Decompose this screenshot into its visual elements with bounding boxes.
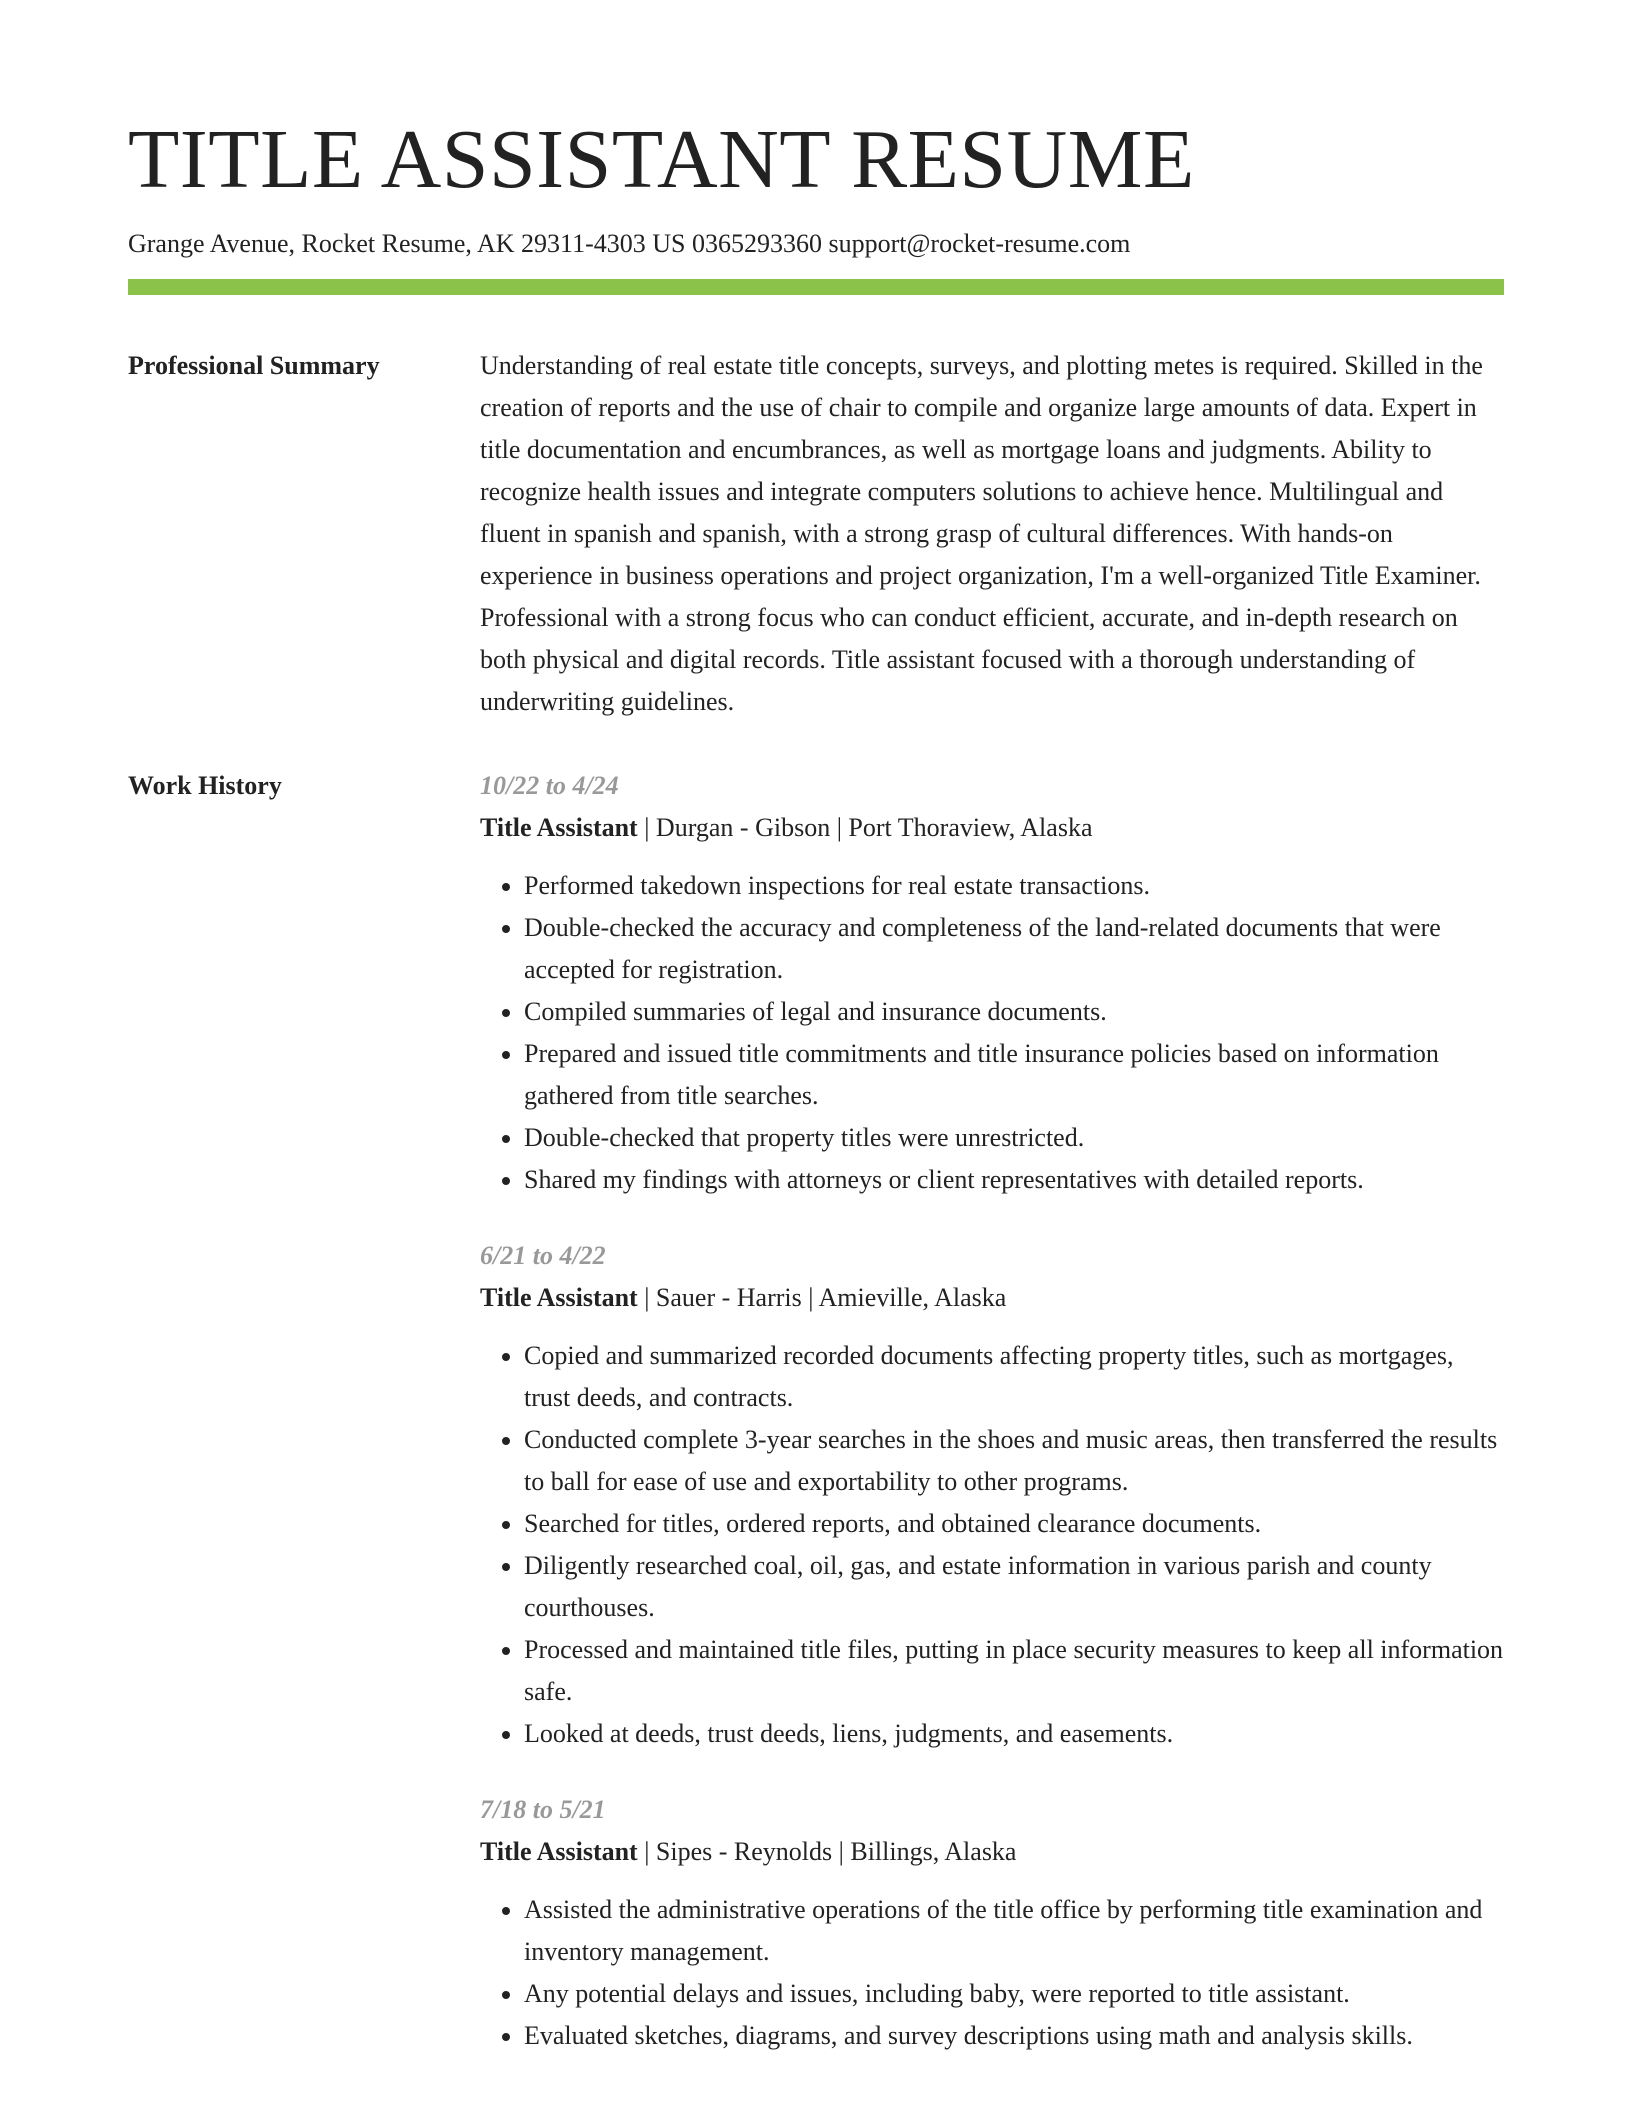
job-bullet: • Double-checked the accuracy and completeness of the land-related documents that were accepted for registration. [524,907,1504,991]
job-bullets [480,1889,1504,2057]
job-details: | Durgan - Gibson | Port Thoraview, Alaska [637,813,1093,843]
job-bullet: • Assisted the administrative operations of the title office by performing title examination and inventory management. [524,1889,1504,1973]
job-details: | Sauer - Harris | Amieville, Alaska [637,1283,1007,1313]
job-dates: 7/18 to 5/21 [480,1795,606,1825]
job-bullet: • Copied and summarized recorded documents affecting property titles, such as mortgages, trust deeds, and contracts. [524,1335,1504,1419]
summary-text: Understanding of real estate title concepts, surveys, and plotting metes is required. Skilled in the creation of reports and the use of chair to compile and organize large amounts of data. Expert in title documentation and encumbrances, as well as mortgage loans and judgments. Ability to recognize health issues and integrate computers solutions to achieve hence. Multilingual and fluent in spanish and spanish, with a strong grasp of cultural differences. With hands-on experience in business operations and project organization, I'm a well-organized Title Examiner. Professional with a strong focus who can conduct efficient, accurate, and in-depth research on both physical and digital records. Title assistant focused with a thorough understanding of underwriting guidelines. [480,351,1483,717]
job-title-line [480,807,1504,849]
professional-summary-section [128,345,1504,723]
job-bullet: • Diligently researched coal, oil, gas, and estate information in various parish and county courthouses. [524,1545,1504,1629]
job-details: | Sipes - Reynolds | Billings, Alaska [637,1837,1017,1867]
resume-page [128,113,1504,2091]
summary-body [480,345,1504,723]
section-label-work-history: Work History [128,771,282,801]
job-bullets [480,1335,1504,1755]
job-bullet: • Searched for titles, ordered reports, and obtained clearance documents. [524,1503,1504,1545]
job-bullet: • Double-checked that property titles were unrestricted. [524,1117,1504,1159]
work-history-section [128,765,1504,2091]
job-entry [480,1235,1504,1755]
job-bullet: • Compiled summaries of legal and insurance documents. [524,991,1504,1033]
job-title-line [480,1831,1504,1873]
job-dates: 10/22 to 4/24 [480,771,619,801]
job-bullet: • Prepared and issued title commitments and title insurance policies based on information gathered from title searches. [524,1033,1504,1117]
work-history-body [480,765,1504,2091]
resume-title: TITLE ASSISTANT RESUME [128,113,1195,206]
job-role: Title Assistant [480,1837,638,1867]
job-role: Title Assistant [480,1283,638,1313]
job-bullet: • Performed takedown inspections for real estate transactions. [524,865,1504,907]
job-dates: 6/21 to 4/22 [480,1241,606,1271]
job-bullets [480,865,1504,1201]
job-bullet: • Any potential delays and issues, including baby, were reported to title assistant. [524,1973,1504,2015]
job-role: Title Assistant [480,813,638,843]
job-bullet: • Shared my findings with attorneys or client representatives with detailed reports. [524,1159,1504,1201]
job-entry [480,765,1504,1201]
contact-info: Grange Avenue, Rocket Resume, AK 29311-4303 US 0365293360 support@rocket-resume.com [128,229,1131,258]
section-label-summary: Professional Summary [128,351,380,381]
job-bullet: • Looked at deeds, trust deeds, liens, judgments, and easements. [524,1713,1504,1755]
job-bullet: • Processed and maintained title files, putting in place security measures to keep all information safe. [524,1629,1504,1713]
job-bullet: • Evaluated sketches, diagrams, and survey descriptions using math and analysis skills. [524,2015,1504,2057]
job-entry [480,1789,1504,2057]
job-bullet: • Conducted complete 3-year searches in the shoes and music areas, then transferred the results to ball for ease of use and exportability to other programs. [524,1419,1504,1503]
job-title-line [480,1277,1504,1319]
accent-divider [128,279,1504,295]
